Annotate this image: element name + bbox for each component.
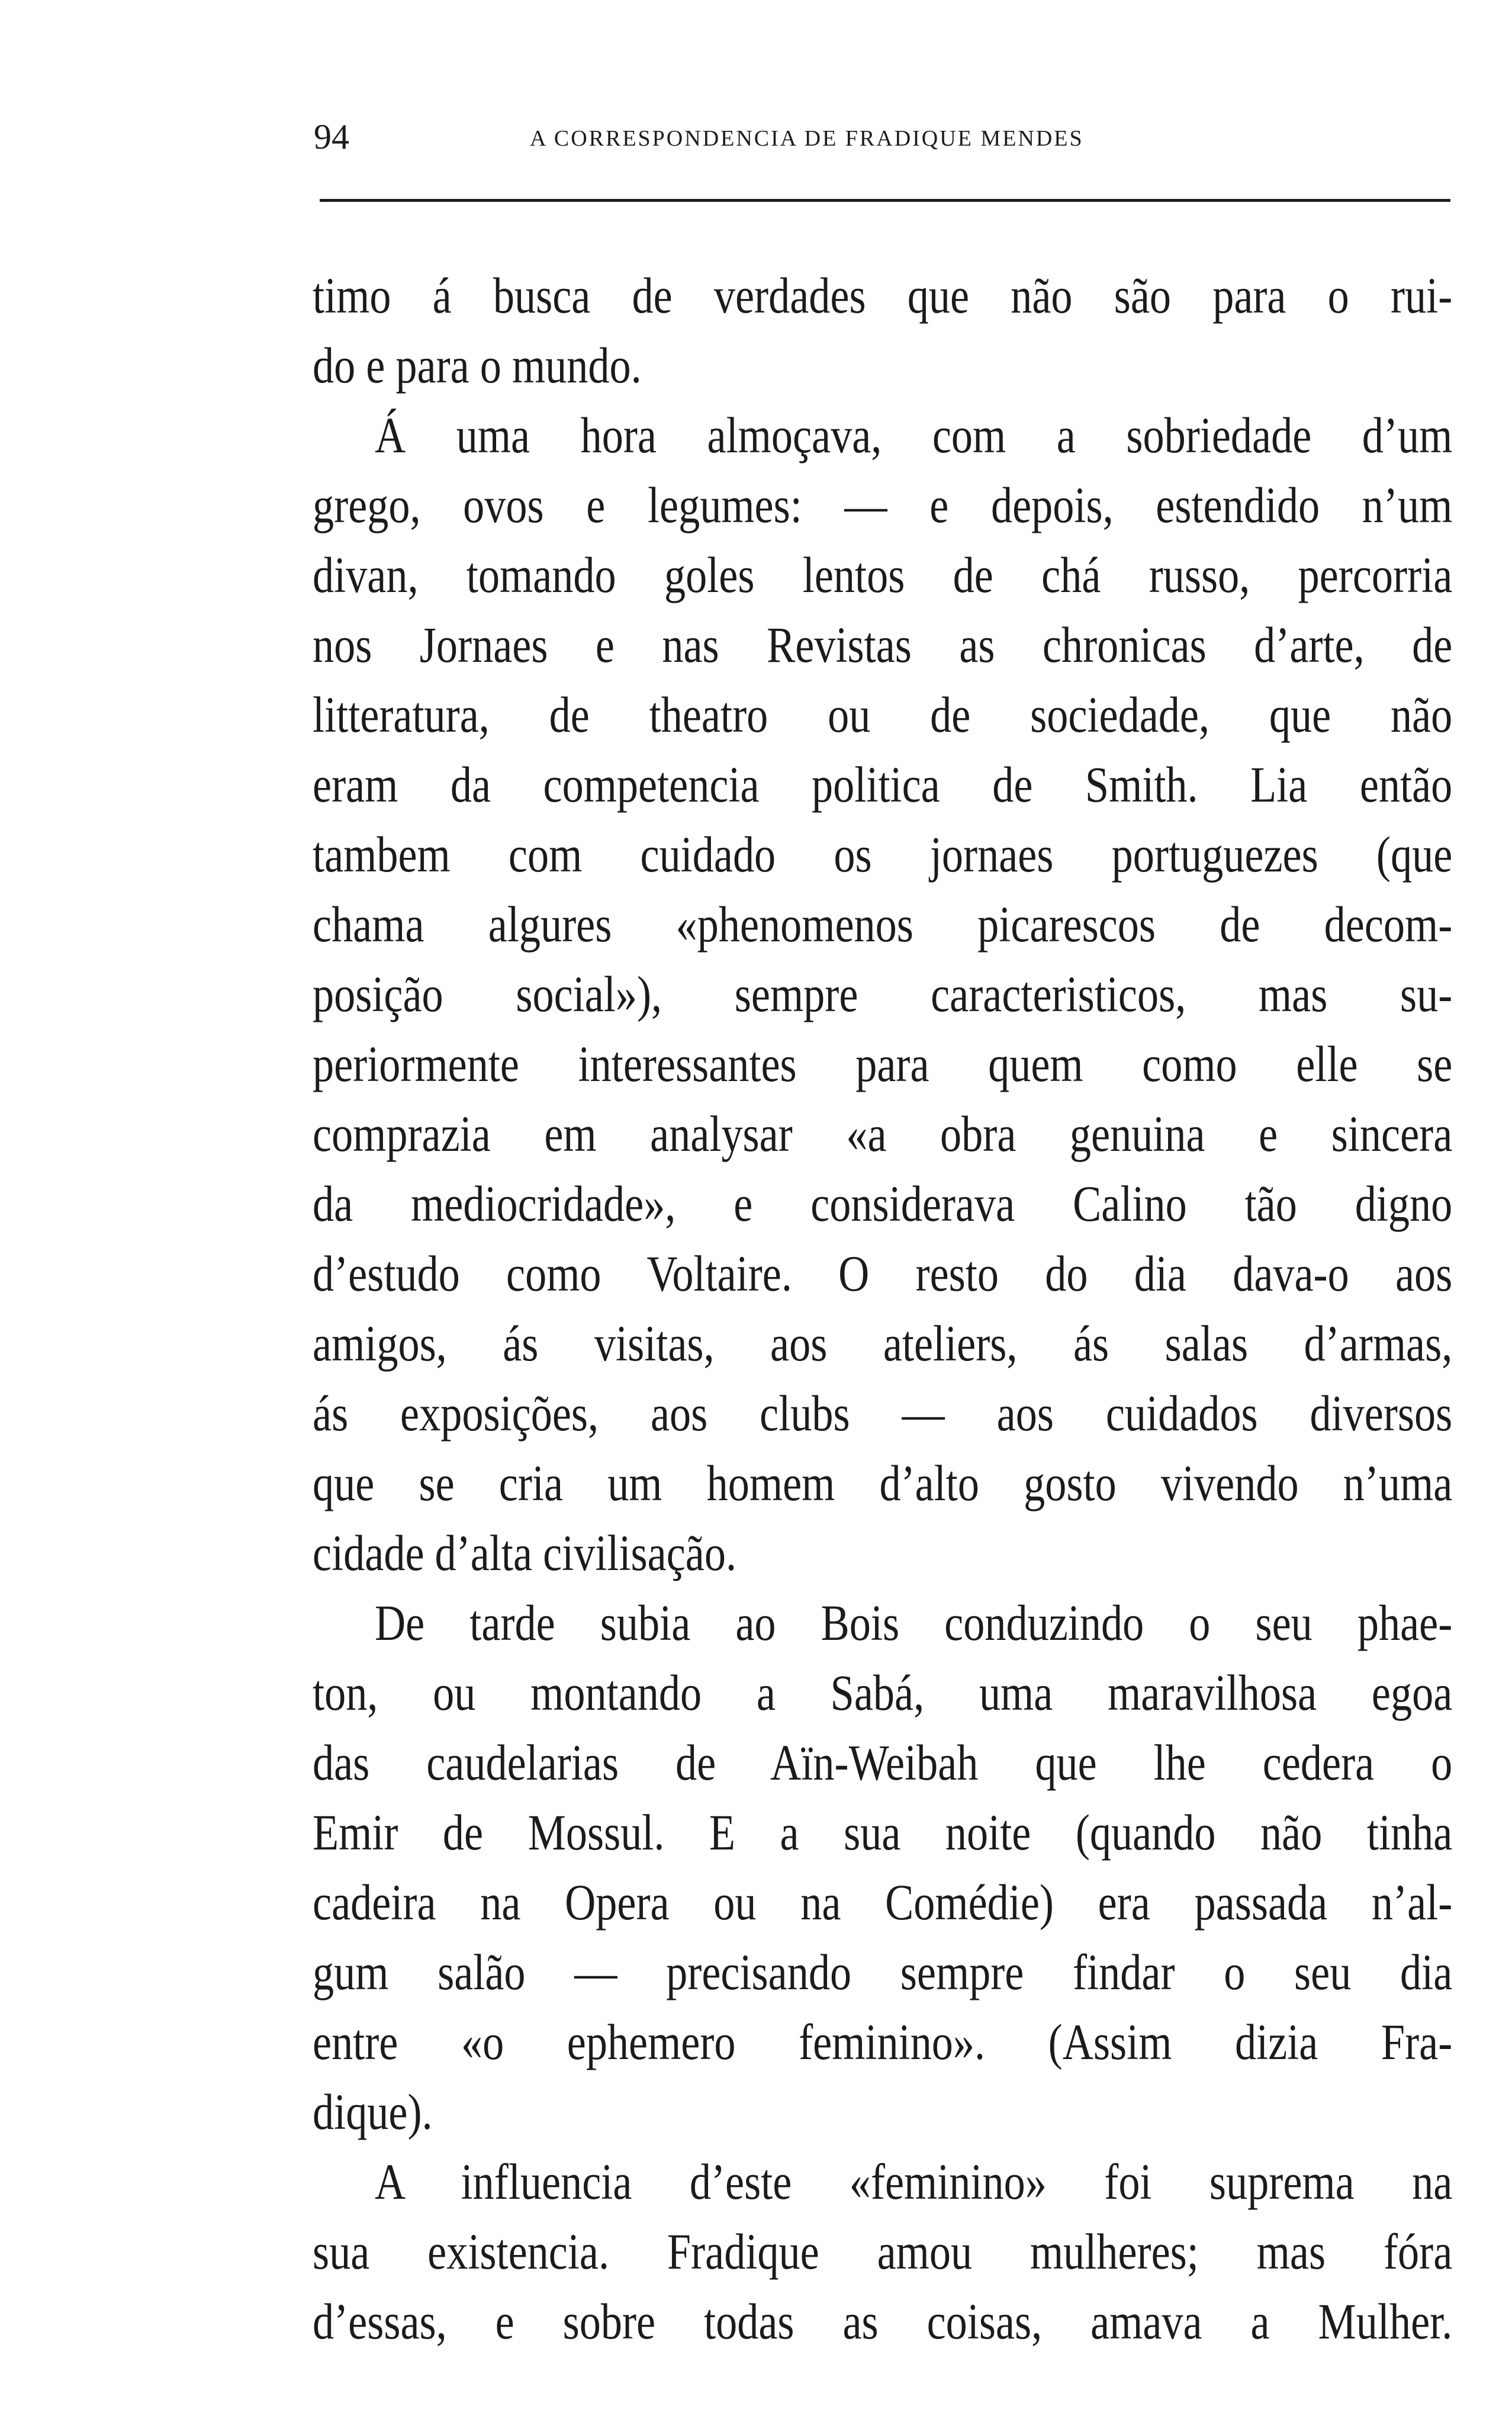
text-line: litteratura, de theatro ou de sociedade, que não (313, 686, 1453, 743)
text-line: timo á busca de verdades que não são para o rui- (313, 267, 1453, 324)
text-line: dique). (313, 2083, 433, 2140)
header-rule (320, 199, 1450, 202)
text-line: cadeira na Opera ou na Comédie) era passada n’al- (313, 1874, 1453, 1931)
running-title: A CORRESPONDENCIA DE FRADIQUE MENDES (530, 126, 1084, 151)
text-line: d’estudo como Voltaire. O resto do dia dava-o aos (313, 1245, 1453, 1302)
running-head (314, 116, 1456, 157)
text-line: chama algures «phenomenos picarescos de decom- (313, 896, 1453, 953)
body-text (313, 260, 1452, 2356)
text-line: De tarde subia ao Bois conduzindo o seu phae- (375, 1594, 1453, 1651)
text-line: ton, ou montando a Sabá, uma maravilhosa egoa (313, 1664, 1453, 1721)
text-line: das caudelarias de Aïn-Weibah que lhe cedera o (313, 1734, 1453, 1791)
text-line: que se cria um homem d’alto gosto vivendo n’uma (313, 1455, 1453, 1511)
text-line: grego, ovos e legumes: — e depois, estendido n’um (313, 477, 1453, 533)
text-line: gum salão — precisando sempre findar o seu dia (313, 1944, 1453, 2000)
text-line: entre «o ephemero feminino». (Assim dizia Fra- (313, 2013, 1453, 2070)
text-line: A influencia d’este «feminino» foi suprema na (375, 2153, 1453, 2210)
text-line: divan, tomando goles lentos de chá russo, percorria (313, 546, 1453, 603)
text-line: do e para o mundo. (313, 337, 642, 394)
page-number: 94 (314, 117, 349, 156)
text-line: Emir de Mossul. E a sua noite (quando não tinha (313, 1804, 1453, 1861)
text-line: nos Jornaes e nas Revistas as chronicas d’arte, de (313, 616, 1453, 673)
text-line: posição social»), sempre caracteristicos, mas su- (313, 966, 1453, 1022)
text-line: tambem com cuidado os jornaes portuguezes (que (313, 826, 1453, 883)
text-line: sua existencia. Fradique amou mulheres; mas fóra (313, 2223, 1453, 2280)
text-line: cidade d’alta civilisação. (313, 1524, 737, 1581)
text-line: da mediocridade», e considerava Calino tão digno (313, 1175, 1453, 1232)
text-line: eram da competencia politica de Smith. Lia então (313, 756, 1453, 813)
text-line: ás exposições, aos clubs — aos cuidados diversos (313, 1385, 1453, 1442)
text-line: comprazia em analysar «a obra genuina e sincera (313, 1105, 1453, 1162)
text-line: amigos, ás visitas, aos ateliers, ás salas d’armas, (313, 1315, 1453, 1372)
text-line: periormente interessantes para quem como elle se (313, 1035, 1453, 1092)
text-line: Á uma hora almoçava, com a sobriedade d’um (375, 407, 1453, 464)
text-line: d’essas, e sobre todas as coisas, amava a Mulher. (313, 2293, 1453, 2350)
